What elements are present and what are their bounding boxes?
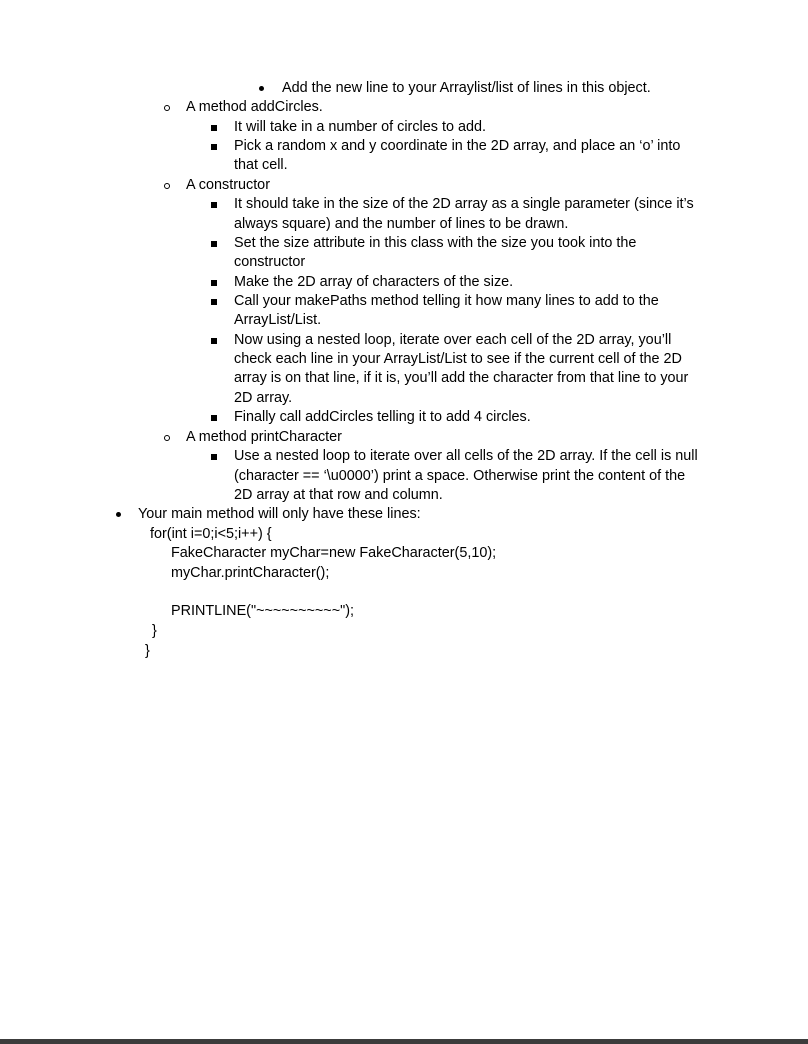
code-line: myChar.printCharacter();	[171, 565, 330, 581]
section-heading: A method printCharacter	[186, 429, 342, 445]
list-item-text: Make the 2D array of characters of the size.	[234, 274, 514, 290]
list-item-text: array is on that line, if it is, you’ll add the character from that line to your	[234, 370, 689, 386]
list-item-text: Now using a nested loop, iterate over each cell of the 2D array, you’ll	[234, 332, 672, 348]
list-item-text: Finally call addCircles telling it to add 4 circles.	[234, 409, 531, 425]
square-bullet-icon	[211, 118, 217, 137]
square-bullet-icon	[211, 331, 217, 350]
square-bullet-icon	[211, 137, 217, 156]
code-line: }	[152, 623, 157, 639]
circle-bullet-icon	[164, 98, 170, 117]
disc-bullet-icon	[116, 505, 121, 524]
main-method-intro: Your main method will only have these lines:	[138, 506, 421, 522]
square-bullet-icon	[211, 273, 217, 292]
square-bullet-icon	[211, 292, 217, 311]
square-bullet-icon	[211, 234, 217, 253]
list-item-text: Call your makePaths method telling it how many lines to add to the	[234, 293, 659, 309]
disc-bullet-icon	[259, 79, 264, 98]
code-line: FakeCharacter myChar=new FakeCharacter(5,10);	[171, 545, 497, 561]
circle-bullet-icon	[164, 428, 170, 447]
square-bullet-icon	[211, 408, 217, 427]
list-item-text: constructor	[234, 254, 306, 270]
circle-bullet-icon	[164, 176, 170, 195]
text-line: Add the new line to your Arraylist/list of lines in this object.	[282, 80, 651, 96]
list-item-text: always square) and the number of lines to be drawn.	[234, 216, 569, 232]
list-item-text: check each line in your ArrayList/List to see if the current cell of the 2D	[234, 351, 682, 367]
square-bullet-icon	[211, 195, 217, 214]
square-bullet-icon	[211, 447, 217, 466]
list-item-text: It will take in a number of circles to add.	[234, 119, 486, 135]
bottom-border	[0, 1039, 808, 1044]
section-heading: A method addCircles.	[186, 99, 323, 115]
list-item-text: 2D array at that row and column.	[234, 487, 443, 503]
list-item-text: (character == ‘\u0000’) print a space. Otherwise print the content of the	[234, 468, 686, 484]
list-item-text: It should take in the size of the 2D array as a single parameter (since it’s	[234, 196, 694, 212]
list-item-text: Use a nested loop to iterate over all cells of the 2D array. If the cell is null	[234, 448, 698, 464]
code-line: PRINTLINE("~~~~~~~~~~");	[171, 603, 355, 619]
list-item-text: Pick a random x and y coordinate in the 2D array, and place an ‘o’ into	[234, 138, 681, 154]
list-item-text: Set the size attribute in this class with the size you took into the	[234, 235, 637, 251]
list-item-text: ArrayList/List.	[234, 312, 322, 328]
list-item-text: that cell.	[234, 157, 288, 173]
section-heading: A constructor	[186, 177, 270, 193]
code-line: for(int i=0;i<5;i++) {	[150, 526, 272, 542]
list-item-text: 2D array.	[234, 390, 293, 406]
code-line: }	[145, 643, 150, 659]
